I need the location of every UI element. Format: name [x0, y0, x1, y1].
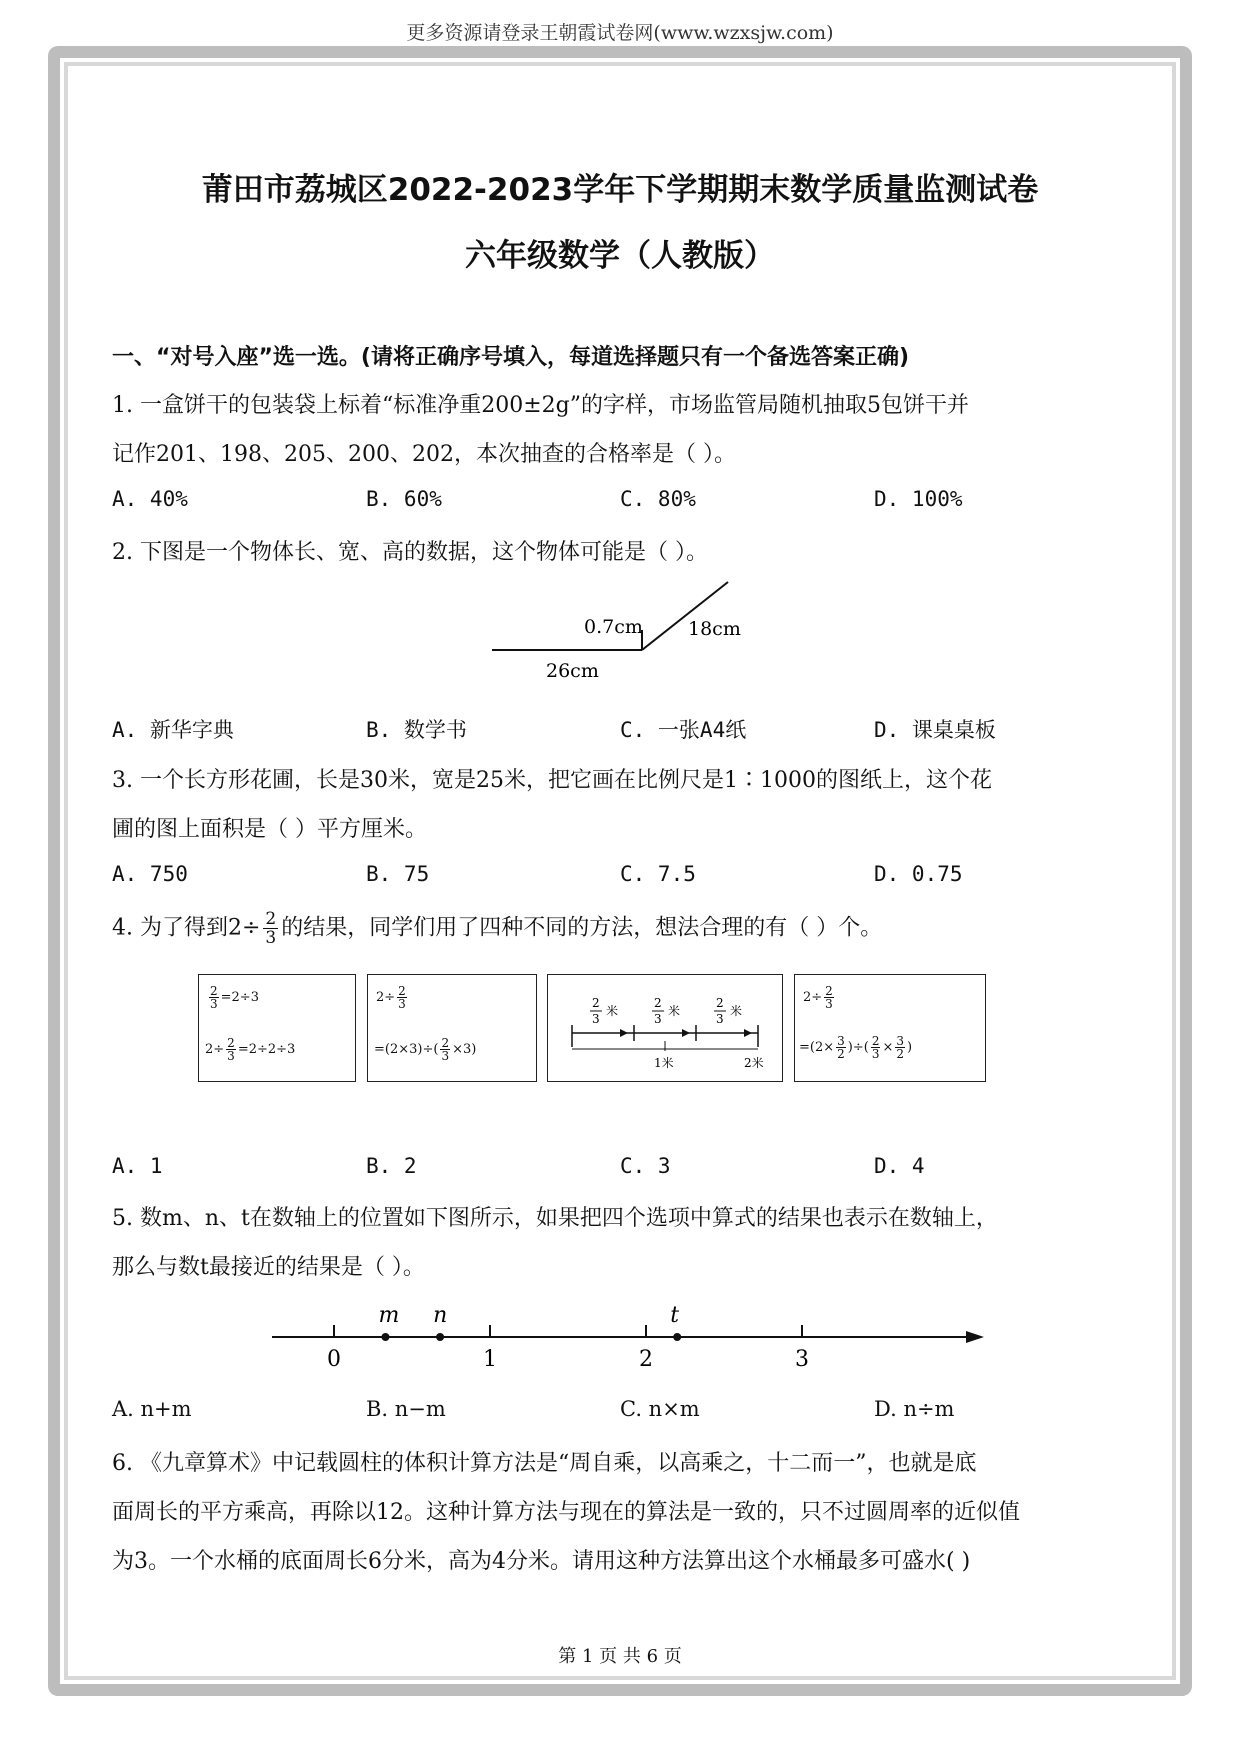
site-banner: 更多资源请登录王朝霞试卷网(www.wzxsjw.com)	[406, 22, 834, 44]
q4-option-a: A. 1	[112, 1154, 163, 1178]
segment-diagram	[548, 975, 782, 1081]
method-box-2: 2÷ $\frac{2}{3}$ =(2×3)÷( $\frac{2}{3}$ ×3)	[367, 974, 537, 1082]
axis-tick-label: 0	[327, 1347, 341, 1372]
q6-text-line2: 面周长的平方乘高，再除以12。这种计算方法与现在的算法是一致的，只不过圆周率的近似值	[112, 1500, 1020, 1525]
axis-arrow	[966, 1331, 984, 1343]
axis-tick-label: 3	[795, 1347, 809, 1372]
q4-option-d: D. 4	[874, 1154, 925, 1178]
svg-text:3: 3	[716, 1012, 724, 1026]
q5-text-line1: 5. 数m、n、t在数轴上的位置如下图所示，如果把四个选项中算式的结果也表示在数轴上，	[112, 1206, 998, 1231]
number-line	[272, 1300, 1092, 1380]
q1-option-d: D. 100%	[874, 487, 963, 511]
axis-point	[381, 1333, 389, 1341]
svg-text:3: 3	[654, 1012, 662, 1026]
method-box-4: 2÷ $\frac{2}{3}$ =(2× $\frac{3}{2}$ )÷( $\frac{2}{3}$ × $\frac{3}{2}$ )	[794, 974, 986, 1082]
q4-text: 4. 为了得到2÷ $\frac{2}{3}$ 的结果，同学们用了四种不同的方法，想法合理的有（ ）个。	[112, 909, 883, 948]
q3-option-c: C. 7.5	[620, 862, 696, 886]
axis-tick-label: 1	[483, 1347, 497, 1372]
q4-fraction: $\frac{2}{3}$	[265, 909, 277, 948]
svg-text:2: 2	[592, 996, 600, 1010]
axis-point-label: m	[378, 1303, 400, 1328]
q5-option-d: D. n÷m	[874, 1397, 955, 1421]
q2-dimension-figure	[492, 575, 772, 685]
method-box-1: $\frac{2}{3}$ =2÷3 2÷ $\frac{2}{3}$ =2÷2÷3	[198, 974, 356, 1082]
q1-option-c: C. 80%	[620, 487, 696, 511]
q2-option-b: B. 数学书	[366, 718, 467, 742]
q2-option-a: A. 新华字典	[112, 718, 234, 742]
length-label: 26cm	[546, 660, 599, 682]
axis-point-label: n	[433, 1303, 448, 1328]
svg-text:2: 2	[654, 996, 662, 1010]
q4-option-c: C. 3	[620, 1154, 671, 1178]
method-box-3	[547, 974, 783, 1082]
exam-subtitle: 六年级数学（人教版）	[465, 238, 775, 274]
q4-option-b: B. 2	[366, 1154, 417, 1178]
axis-point	[436, 1333, 444, 1341]
svg-text:2米: 2米	[744, 1056, 764, 1070]
q2-text: 2. 下图是一个物体长、宽、高的数据，这个物体可能是（ ）。	[112, 540, 708, 565]
q1-text-line1: 1. 一盒饼干的包装袋上标着“标准净重200±2g”的字样，市场监管局随机抽取5包饼干并	[112, 393, 969, 418]
q2-option-c: C. 一张A4纸	[620, 718, 747, 742]
svg-text:2: 2	[716, 996, 724, 1010]
q3-option-a: A. 750	[112, 862, 188, 886]
svg-text:米: 米	[606, 1004, 619, 1018]
exam-title: 莆田市荔城区2022-2023学年下学期期末数学质量监测试卷	[201, 172, 1039, 208]
q2-option-d: D. 课桌桌板	[874, 718, 996, 742]
svg-text:1米: 1米	[654, 1056, 674, 1070]
q1-option-a: A. 40%	[112, 487, 188, 511]
q3-option-d: D. 0.75	[874, 862, 963, 886]
q5-option-c: C. n×m	[620, 1397, 700, 1421]
page-footer: 第 1 页 共 6 页	[558, 1646, 682, 1667]
svg-text:米: 米	[730, 1004, 743, 1018]
q3-text-line2: 圃的图上面积是（ ）平方厘米。	[112, 817, 427, 842]
svg-text:米: 米	[668, 1004, 681, 1018]
section-heading: 一、“对号入座”选一选。(请将正确序号填入，每道选择题只有一个备选答案正确)	[112, 345, 910, 370]
q5-option-b: B. n−m	[366, 1397, 446, 1421]
height-label: 0.7cm	[584, 616, 643, 638]
axis-point	[673, 1333, 681, 1341]
axis-tick-label: 2	[639, 1347, 653, 1372]
q6-text-line1: 6. 《九章算术》中记载圆柱的体积计算方法是“周自乘，以高乘之，十二而一”，也就是底	[112, 1451, 977, 1476]
axis-point-label: t	[670, 1303, 680, 1328]
q5-option-a: A. n+m	[112, 1397, 192, 1421]
q1-text-line2: 记作201、198、205、200、202，本次抽查的合格率是（ ）。	[112, 442, 736, 467]
q6-text-line3: 为3。一个水桶的底面周长6分米，高为4分米。请用这种方法算出这个水桶最多可盛水( )	[112, 1549, 971, 1574]
svg-text:3: 3	[592, 1012, 600, 1026]
q1-option-b: B. 60%	[366, 487, 442, 511]
q3-option-b: B. 75	[366, 862, 430, 886]
q5-text-line2: 那么与数t最接近的结果是（ ）。	[112, 1255, 425, 1280]
width-label: 18cm	[688, 618, 741, 640]
q3-text-line1: 3. 一个长方形花圃，长是30米，宽是25米，把它画在比例尺是1∶1000的图纸上，这个花	[112, 768, 992, 793]
